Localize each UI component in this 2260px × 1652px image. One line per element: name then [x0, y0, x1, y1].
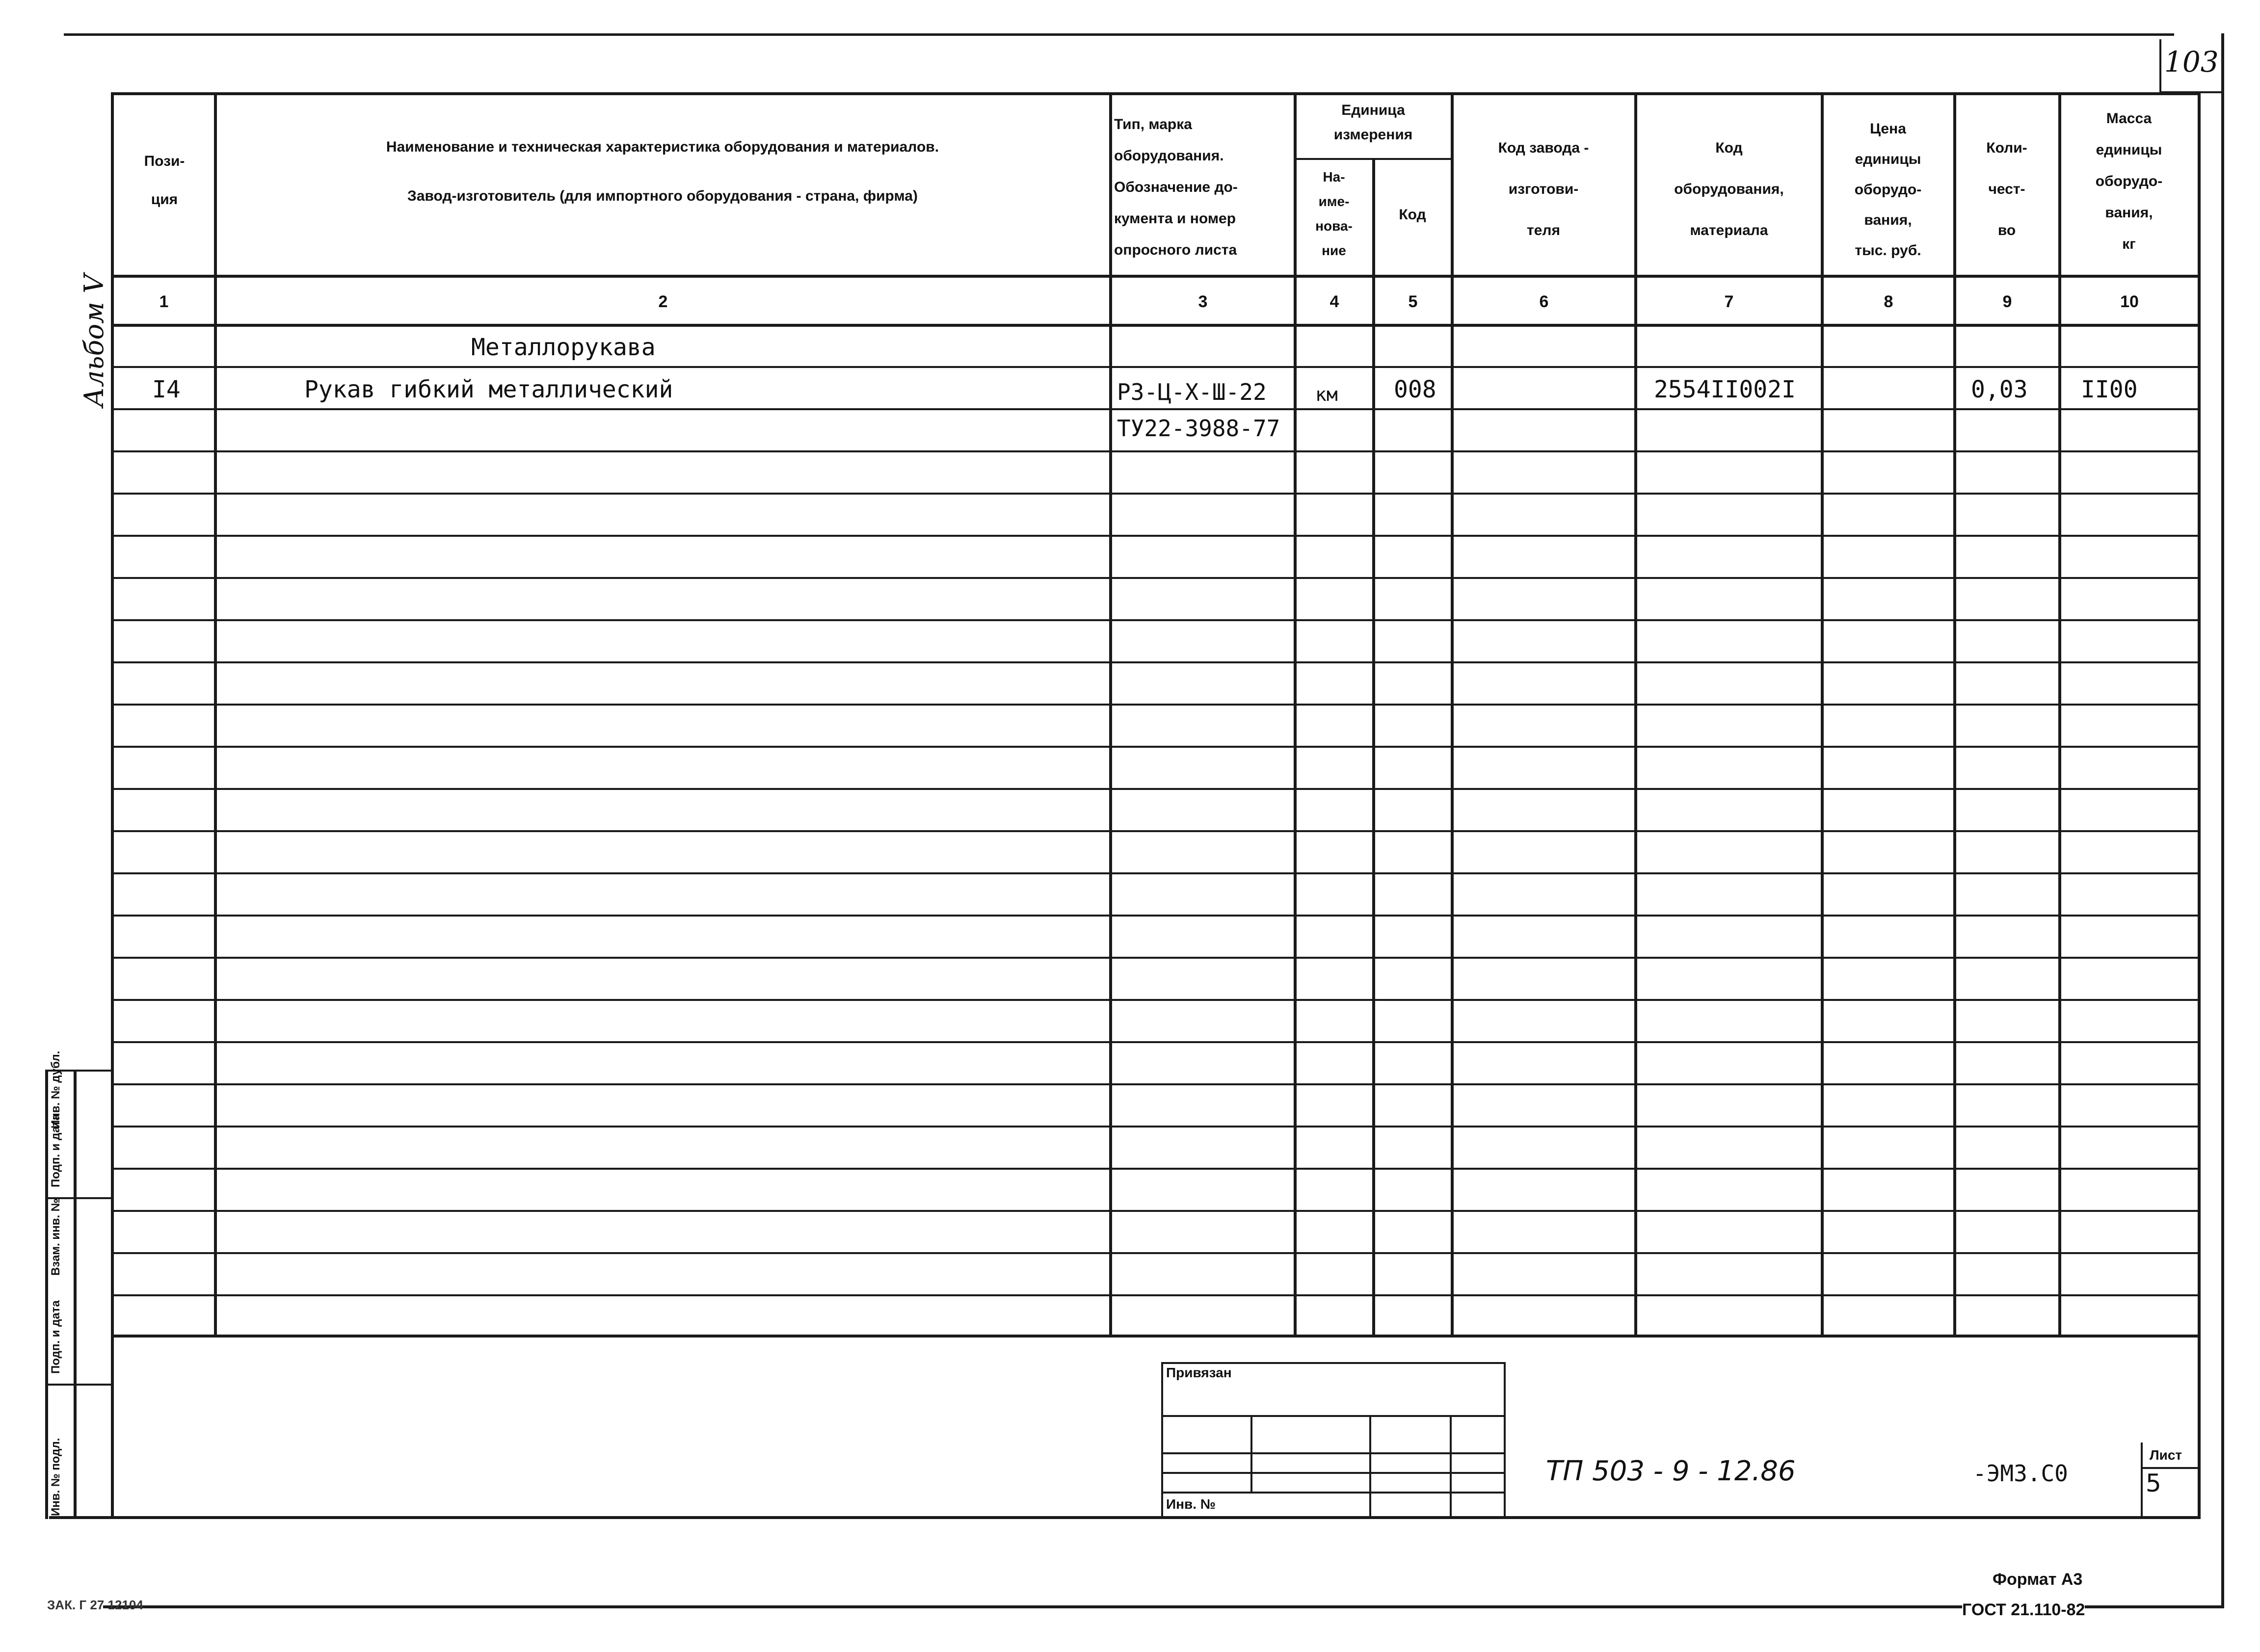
col-number-2: 2 — [658, 292, 668, 311]
row-line — [112, 408, 2200, 410]
stamp-row2 — [1161, 1452, 1505, 1454]
row-line — [112, 619, 2200, 621]
stamp-row1 — [1161, 1415, 1505, 1417]
row-line — [112, 1168, 2200, 1170]
header-name-line2: Завод-изготовитель (для импортного оборудования - страна, фирма) — [407, 188, 918, 204]
row-line — [112, 999, 2200, 1001]
colnum-bottom — [112, 324, 2201, 327]
row-1-unit-code: 008 — [1394, 376, 1436, 403]
frame-bottom — [103, 1605, 2224, 1608]
col-line-3 — [1294, 92, 1297, 1336]
sheet-number: 5 — [2146, 1469, 2161, 1497]
strip-inner — [74, 1070, 77, 1519]
col-number-1: 1 — [159, 292, 169, 311]
col-line-5 — [1451, 92, 1454, 1336]
col-line-6 — [1634, 92, 1637, 1336]
row-1-item-code: 2554II002I — [1654, 376, 1796, 403]
stamp-row4 — [1161, 1492, 1505, 1494]
row-1-mass: II00 — [2081, 376, 2138, 403]
header-qty: Коли- чест- во — [1986, 140, 2027, 238]
corner-box-left — [2159, 39, 2161, 93]
row-line — [112, 1126, 2200, 1128]
doc-suffix: -ЭМ3.С0 — [1973, 1460, 2068, 1487]
strip-label-inv-podl: Инв. № подл. — [49, 1438, 62, 1516]
col-number-8: 8 — [1884, 292, 1893, 311]
stamp-top — [1161, 1362, 1505, 1364]
row-1-name: Рукав гибкий металлический — [304, 376, 673, 403]
stamp-privyazan: Привязан — [1166, 1365, 1232, 1380]
header-item-code: Код оборудования, материала — [1674, 140, 1784, 238]
header-price: Цена единицы оборудо- вания, тыс. руб. — [1854, 121, 1922, 259]
stamp-row3 — [1161, 1472, 1505, 1474]
row-line — [112, 1294, 2200, 1296]
doc-code: ТП 503 - 9 - 12.86 — [1546, 1455, 1796, 1487]
row-line — [112, 661, 2200, 663]
row-line — [112, 704, 2200, 706]
header-position: Пози- ция — [144, 153, 185, 208]
page-bottom-line — [49, 1516, 2201, 1519]
row-line — [112, 830, 2200, 832]
col-line-1 — [214, 92, 217, 1336]
row-line — [112, 577, 2200, 579]
row-0-name: Металлорукава — [471, 334, 656, 361]
row-1-type: Р3-Ц-Х-Ш-22 — [1117, 379, 1267, 405]
header-unit-group: Единица измерения — [1333, 102, 1413, 143]
frame-right — [2221, 33, 2224, 1608]
strip-label-vzam: Взам. инв. № — [49, 1198, 62, 1276]
stamp-col2 — [1369, 1415, 1371, 1518]
table-body-bottom — [112, 1335, 2200, 1337]
footer-format: Формат А3 — [1993, 1570, 2083, 1589]
col-number-5: 5 — [1408, 292, 1418, 311]
col-line-2 — [1109, 92, 1112, 1336]
sheet-label: Лист — [2150, 1447, 2182, 1463]
strip-divider-3 — [45, 1384, 112, 1386]
strip-label-podp-2: Подп. и дата — [49, 1114, 62, 1187]
row-line — [112, 872, 2200, 874]
col-line-10 — [2198, 92, 2201, 1519]
row-1-unit: км — [1315, 384, 1338, 405]
col-number-10: 10 — [2120, 292, 2139, 311]
row-line — [112, 1252, 2200, 1254]
sheet-box-left — [2141, 1442, 2143, 1518]
footer-gost: ГОСТ 21.110-82 — [1962, 1600, 2085, 1619]
table-top — [112, 92, 2201, 95]
row-line — [112, 493, 2200, 495]
col-line-9 — [2058, 92, 2061, 1336]
header-plant-code: Код завода - изготови- теля — [1498, 140, 1589, 238]
strip-outer-left — [45, 1070, 48, 1519]
row-1-qty: 0,03 — [1971, 376, 2028, 403]
row-line — [112, 1210, 2200, 1212]
col-number-7: 7 — [1724, 292, 1734, 311]
col-line-8 — [1953, 92, 1956, 1336]
col-number-9: 9 — [2002, 292, 2012, 311]
col-line-7 — [1821, 92, 1824, 1336]
header-bottom — [112, 275, 2201, 278]
album-label: Альбом V — [79, 274, 109, 407]
stamp-col1 — [1250, 1415, 1252, 1492]
row-1-position: I4 — [152, 376, 181, 403]
row-line — [112, 746, 2200, 748]
col-number-3: 3 — [1198, 292, 1208, 311]
row-line — [112, 788, 2200, 790]
strip-label-inv-dubl: Инв. № дубл. — [49, 1050, 62, 1128]
row-line — [112, 915, 2200, 917]
stamp-inv-no: Инв. № — [1166, 1496, 1216, 1512]
col-number-6: 6 — [1539, 292, 1549, 311]
row-line — [112, 450, 2200, 452]
header-name-line1: Наименование и техническая характеристика оборудования и материалов. — [386, 139, 939, 155]
row-line — [112, 535, 2200, 537]
stamp-col3 — [1450, 1415, 1452, 1518]
row-2-type: ТУ22-3988-77 — [1117, 415, 1280, 442]
sheet-corner-number: 103 — [2164, 45, 2219, 79]
row-line — [112, 957, 2200, 959]
footer-left-code: ЗАК. Г 27 12104 — [47, 1598, 143, 1612]
header-type: Тип, марка оборудования. Обозначение до- кумента и номер опросного листа — [1114, 116, 1238, 258]
stamp-left — [1161, 1362, 1163, 1518]
col-number-4: 4 — [1329, 292, 1339, 311]
row-line — [112, 1041, 2200, 1043]
row-line — [112, 366, 2200, 368]
top-rule — [64, 33, 2174, 36]
header-unit-name: На- име- нова- ние — [1315, 169, 1353, 258]
stamp-right — [1504, 1362, 1506, 1518]
row-line — [112, 1083, 2200, 1085]
header-unit-code: Код — [1399, 207, 1426, 223]
strip-label-podp-1: Подп. и дата — [49, 1300, 62, 1374]
header-mass: Масса единицы оборудо- вания, кг — [2095, 110, 2163, 252]
